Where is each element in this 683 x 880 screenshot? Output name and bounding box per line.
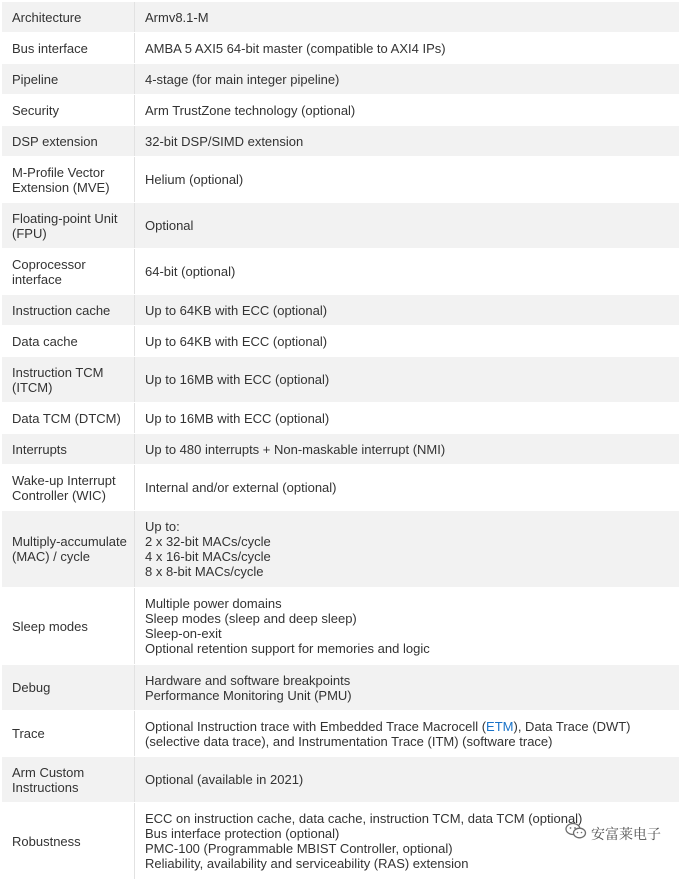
feature-cell: Security	[2, 95, 135, 125]
feature-cell: Arm Custom Instructions	[2, 757, 135, 802]
wechat-icon	[565, 822, 587, 845]
value-line: AMBA 5 AXI5 64-bit master (compatible to AXI4 IPs)	[145, 40, 446, 56]
value-line: 8 x 8-bit MACs/cycle	[145, 564, 264, 579]
table-row	[2, 126, 679, 157]
value-line: (selective data trace), and Instrumentation Trace (ITM) (software trace)	[145, 733, 553, 749]
value-line: PMC-100 (Programmable MBIST Controller, optional)	[145, 841, 453, 856]
value-cell	[135, 264, 679, 279]
value-line: Optional	[145, 218, 194, 233]
value-line: Up to 64KB with ECC (optional)	[145, 302, 328, 318]
table-row	[2, 711, 679, 757]
table-row	[2, 357, 679, 403]
value-cell	[135, 218, 679, 233]
value-line: 64-bit (optional)	[145, 264, 236, 279]
etm-link[interactable]: ETM	[486, 718, 514, 734]
watermark	[565, 822, 661, 845]
value-line: Sleep modes (sleep and deep sleep)	[145, 611, 357, 626]
value-cell	[135, 519, 679, 579]
table-row	[2, 403, 679, 434]
value-cell	[135, 372, 679, 387]
value-cell	[135, 673, 679, 703]
value-cell	[135, 303, 679, 318]
value-line: Bus interface protection (optional)	[145, 826, 340, 841]
feature-cell: Instruction TCM (ITCM)	[2, 357, 135, 402]
value-line: Armv8.1-M	[145, 9, 209, 25]
value-line: 2 x 32-bit MACs/cycle	[145, 534, 271, 549]
feature-cell: M-Profile Vector Extension (MVE)	[2, 157, 135, 202]
feature-cell: Pipeline	[2, 64, 135, 94]
value-line: Arm TrustZone technology (optional)	[145, 102, 356, 118]
value-line: Hardware and software breakpoints	[145, 672, 351, 688]
value-cell	[135, 10, 679, 25]
feature-cell: Multiply-accumulate (MAC) / cycle	[2, 511, 135, 587]
feature-cell: Floating-point Unit (FPU)	[2, 203, 135, 248]
value-line: Up to 16MB with ECC (optional)	[145, 372, 330, 387]
value-line: Up to 480 interrupts + Non-maskable interrupt (NMI)	[145, 441, 446, 457]
value-cell	[135, 172, 679, 187]
feature-cell: Coprocessor interface	[2, 249, 135, 294]
feature-cell: Architecture	[2, 2, 135, 32]
feature-cell: Robustness	[2, 803, 135, 879]
table-row	[2, 757, 679, 803]
value-line: Up to:	[145, 519, 180, 534]
value-line: Sleep-on-exit	[145, 626, 222, 641]
value-cell	[135, 334, 679, 349]
value-line: Up to 64KB with ECC (optional)	[145, 333, 328, 349]
feature-cell: DSP extension	[2, 126, 135, 156]
value-cell	[135, 41, 679, 56]
table-row	[2, 2, 679, 33]
value-text: ), Data Trace (DWT)	[513, 718, 631, 734]
table-row	[2, 434, 679, 465]
feature-cell: Instruction cache	[2, 295, 135, 325]
table-row	[2, 249, 679, 295]
value-line: Up to 16MB with ECC (optional)	[145, 410, 330, 426]
table-row	[2, 665, 679, 711]
value-cell	[135, 596, 679, 656]
feature-cell: Wake-up Interrupt Controller (WIC)	[2, 465, 135, 510]
table-row	[2, 326, 679, 357]
table-row	[2, 588, 679, 665]
value-text: Optional Instruction trace with Embedded Trace Macrocell (	[145, 718, 487, 734]
feature-cell: Sleep modes	[2, 588, 135, 664]
value-line: Reliability, availability and serviceability (RAS) extension	[145, 856, 469, 871]
feature-cell: Data TCM (DTCM)	[2, 403, 135, 433]
value-line: 4 x 16-bit MACs/cycle	[145, 549, 271, 564]
value-line: Helium (optional)	[145, 172, 244, 187]
table-row	[2, 511, 679, 588]
value-line: Performance Monitoring Unit (PMU)	[145, 687, 352, 703]
feature-cell: Interrupts	[2, 434, 135, 464]
watermark-text: 安富莱电子	[591, 825, 661, 842]
table-row	[2, 295, 679, 326]
table-row	[2, 203, 679, 249]
feature-cell: Debug	[2, 665, 135, 710]
feature-cell: Trace	[2, 711, 135, 756]
table-row	[2, 64, 679, 95]
value-line: Optional (available in 2021)	[145, 772, 304, 787]
table-row	[2, 33, 679, 64]
value-line: Multiple power domains	[145, 596, 282, 611]
value-cell	[135, 72, 679, 87]
value-cell	[135, 134, 679, 149]
value-line	[145, 719, 679, 734]
spec-table	[2, 2, 679, 880]
value-cell	[135, 103, 679, 118]
value-cell	[135, 480, 679, 495]
value-cell	[135, 411, 679, 426]
value-cell	[135, 719, 679, 749]
table-row	[2, 157, 679, 203]
table-row	[2, 95, 679, 126]
table-row	[2, 465, 679, 511]
feature-cell: Data cache	[2, 326, 135, 356]
value-line: ECC on instruction cache, data cache, instruction TCM, data TCM (optional)	[145, 811, 583, 826]
feature-cell: Bus interface	[2, 33, 135, 63]
value-line: Optional retention support for memories and logic	[145, 641, 430, 656]
value-line: 4-stage (for main integer pipeline)	[145, 71, 340, 87]
value-line: 32-bit DSP/SIMD extension	[145, 133, 304, 149]
value-cell	[135, 772, 679, 787]
value-line: Internal and/or external (optional)	[145, 480, 337, 495]
value-cell	[135, 442, 679, 457]
